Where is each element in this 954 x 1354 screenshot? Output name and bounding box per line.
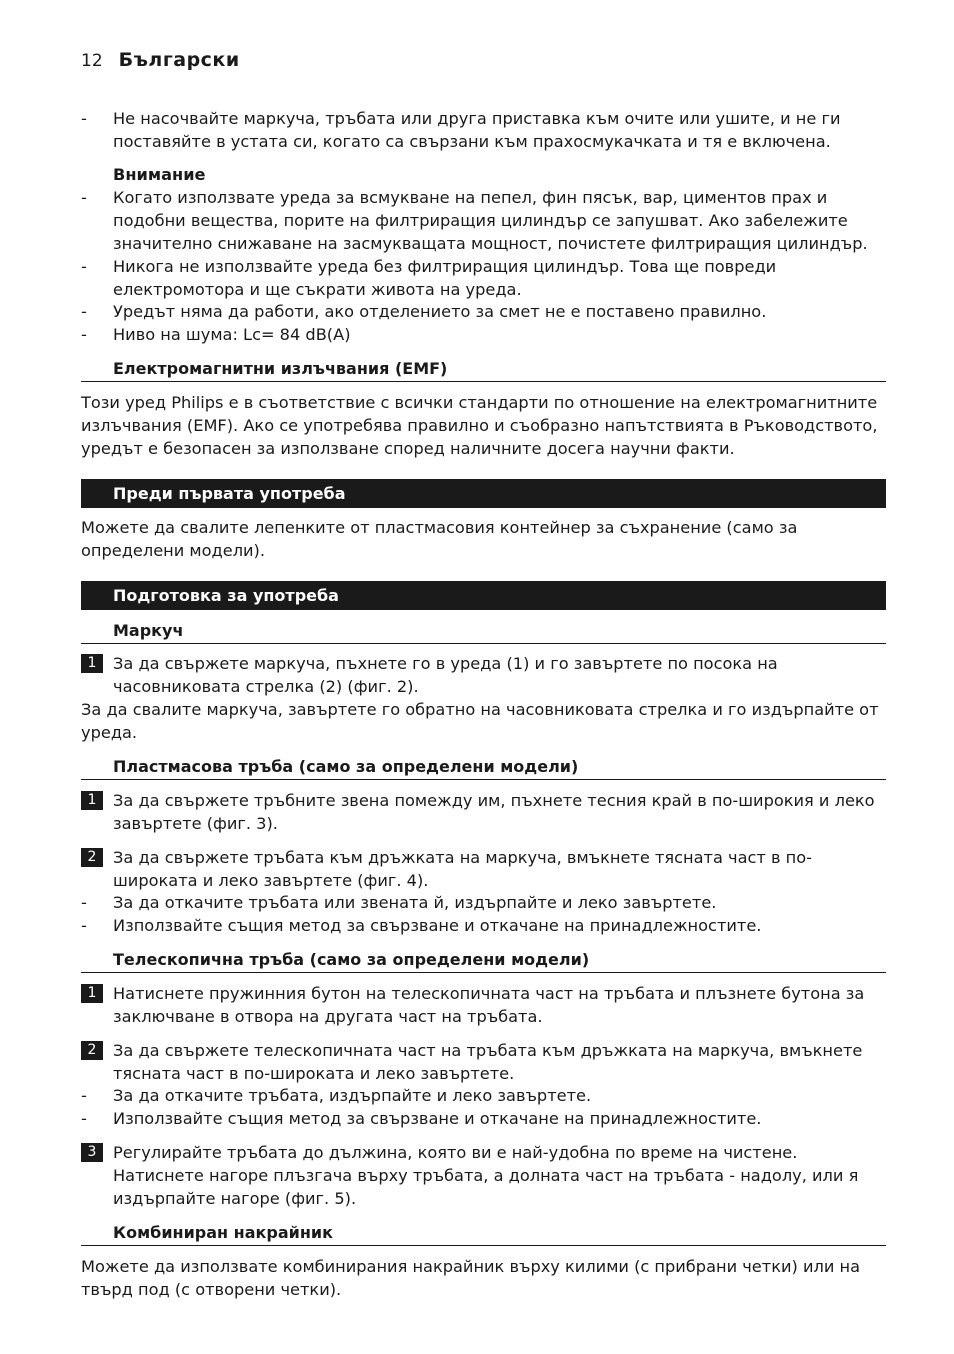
telescopic-tube-step-3: 3 Регулирайте тръбата до дължина, която ви е най-удобна по време на чистене. Натиснете нагоре плъзгача върху тръбата, а долната част на тръбата - надолу, или я издърпайте нагоре (фиг. 5). <box>81 1141 886 1210</box>
telescopic-tube-step-1: 1 Натиснете пружинния бутон на телескопичната част на тръбата и плъзнете бутона за заключване в отвора на другата част на тръбата. <box>81 982 886 1028</box>
step-number: 2 <box>81 1041 103 1060</box>
telescopic-tube-heading: Телескопична тръба (само за определени модели) <box>81 949 886 973</box>
plastic-tube-step-2: 2 За да свържете тръбата към дръжката на маркуча, вмъкнете тясната част в по-широката и леко завъртете (фиг. 4). <box>81 846 886 892</box>
telescopic-tube-step-2: 2 За да свържете телескопичната част на тръбата към дръжката на маркуча, вмъкнете тясната част в по-широката и леко завъртете. <box>81 1039 886 1085</box>
telescopic-tube-bullet: - За да откачите тръбата, издърпайте и леко завъртете. <box>81 1086 592 1105</box>
language-title: Български <box>118 49 240 71</box>
emf-heading: Електромагнитни излъчвания (EMF) <box>81 358 886 382</box>
step-number: 3 <box>81 1143 103 1162</box>
caution-title: Внимание <box>113 165 206 184</box>
step-number: 1 <box>81 654 103 673</box>
emf-text: Този уред Philips е в съответствие с всички стандарти по отношение на електромагнитните излъчвания (EMF). Ако се употребява правилно и съобразно напътствията в Ръководството, уредът е безопасен за използване според наличните досега научни факти. <box>81 393 878 458</box>
hose-heading: Маркуч <box>81 620 886 644</box>
before-first-use-heading: Преди първата употреба <box>81 479 886 508</box>
caution-item: - Ниво на шума: Lc= 84 dB(A) <box>81 325 351 344</box>
plastic-tube-heading: Пластмасова тръба (само за определени модели) <box>81 756 886 780</box>
caution-item: - Никога не използвайте уреда без филтриращия цилиндър. Това ще повреди електромотора и ще съкрати живота на уреда. <box>81 257 777 299</box>
preparing-heading: Подготовка за употреба <box>81 581 886 610</box>
step-number: 2 <box>81 848 103 867</box>
caution-item: - Когато използвате уреда за всмукване на пепел, фин пясък, вар, циментов прах и подобни вещества, порите на филтриращия цилиндър се запушват. Ако забележите значително снижаване на засмукващата мощност, почистете филтриращия цилиндър. <box>81 188 868 253</box>
hose-note: За да свалите маркуча, завъртете го обратно на часовниковата стрелка и го издърпайте от уреда. <box>81 700 879 742</box>
intro-bullet: - Не насочвайте маркуча, тръбата или друга приставка към очите или ушите, и не ги поставяйте в устата си, когато са свързани към прахосмукачката и тя е включена. <box>81 109 841 151</box>
combi-nozzle-heading: Комбиниран накрайник <box>81 1222 886 1246</box>
combi-nozzle-text: Можете да използвате комбинирания накрайник върху килими (с прибрани четки) или на твърд под (с отворени четки). <box>81 1257 860 1299</box>
before-first-use-text: Можете да свалите лепенките от пластмасовия контейнер за съхранение (само за определени модели). <box>81 518 798 560</box>
plastic-tube-bullet: - За да откачите тръбата или звената й, издърпайте и леко завъртете. <box>81 893 717 912</box>
page-number: 12 <box>81 51 103 71</box>
step-number: 1 <box>81 791 103 810</box>
plastic-tube-step-1: 1 За да свържете тръбните звена помежду им, пъхнете тесния край в по-широкия и леко завъртете (фиг. 3). <box>81 789 886 835</box>
hose-step-1: 1 За да свържете маркуча, пъхнете го в уреда (1) и го завъртете по посока на часовниковата стрелка (2) (фиг. 2). <box>81 652 886 698</box>
caution-item: - Уредът няма да работи, ако отделението за смет не е поставено правилно. <box>81 302 767 321</box>
page-header <box>81 48 240 73</box>
telescopic-tube-bullet: - Използвайте същия метод за свързване и откачане на принадлежностите. <box>81 1109 762 1128</box>
plastic-tube-bullet: - Използвайте същия метод за свързване и откачане на принадлежностите. <box>81 916 762 935</box>
step-number: 1 <box>81 984 103 1003</box>
